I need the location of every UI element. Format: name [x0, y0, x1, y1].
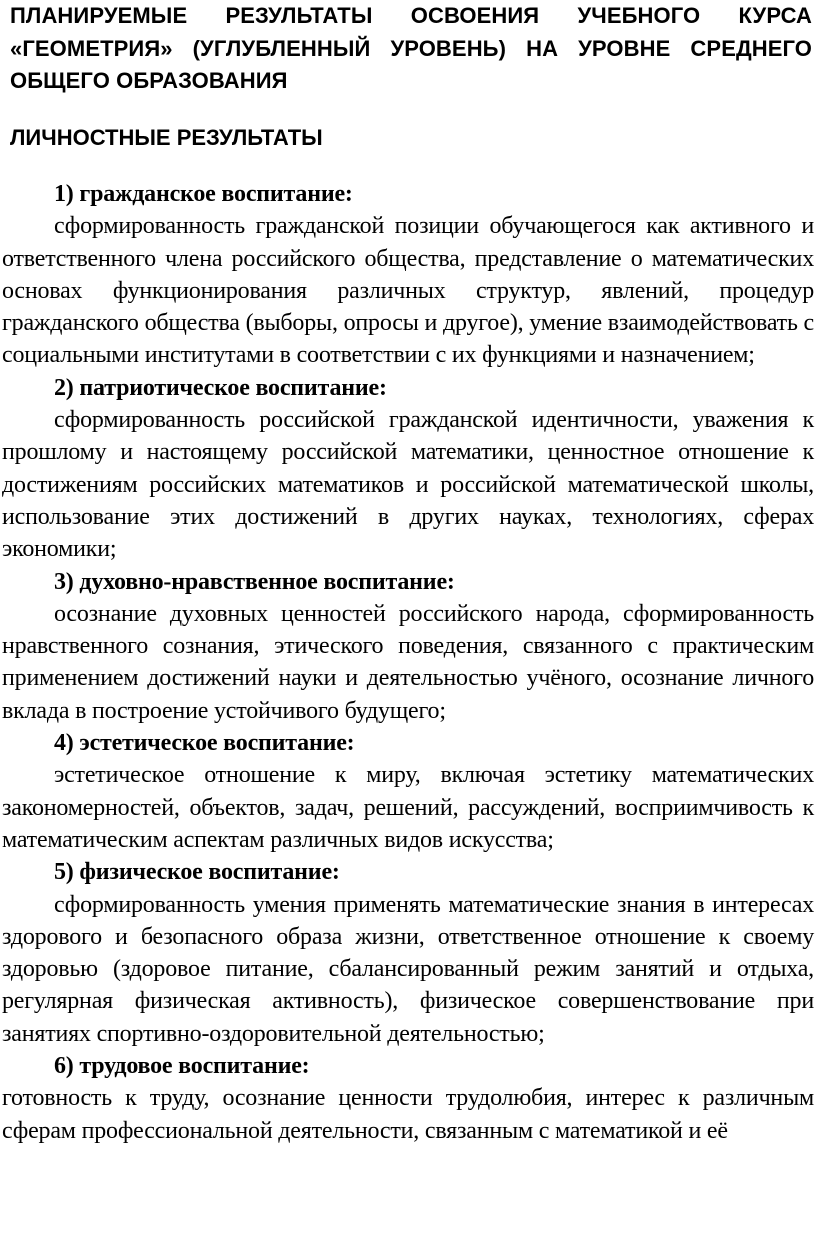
- item-text: сформированность российской гражданской идентичности, уважения к прошлому и настоящему российской математики, ценностное отношение к достижениям российских математиков и российской математической школы, использование этих достижений в других науках, технологиях, сферах экономики;: [2, 407, 814, 563]
- item-heading: 3) духовно-нравственное воспитание:: [54, 568, 455, 595]
- document-body: [2, 178, 814, 1147]
- list-item: [2, 856, 814, 1050]
- item-text: сформированность гражданской позиции обучающегося как активного и ответственного члена российского общества, представление о математических основах функционирования различных структур, явлений, процедур гражданского общества (выборы, опросы и другое), умение взаимодействовать с социальными институтами в соответствии с их функциями и назначением;: [2, 213, 814, 369]
- item-text: сформированность умения применять математические знания в интересах здорового и безопасного образа жизни, ответственное отношение к своему здоровью (здоровое питание, сбалансированный режим занятий и отдыха, регулярная физическая активность), физическое совершенствование при занятиях спортивно-оздоровительной деятельностью;: [2, 891, 814, 1047]
- item-heading: 6) трудовое воспитание:: [54, 1053, 310, 1080]
- section-title: ЛИЧНОСТНЫЕ РЕЗУЛЬТАТЫ: [10, 125, 323, 150]
- list-item: [2, 1050, 814, 1147]
- list-item: [2, 178, 814, 372]
- list-item: [2, 727, 814, 856]
- item-heading: 1) гражданское воспитание:: [54, 181, 353, 207]
- item-heading: 5) физическое воспитание:: [54, 859, 340, 886]
- item-text: эстетическое отношение к миру, включая эстетику математических закономерностей, объектов, задач, решений, рассуждений, восприимчивость к математическим аспектам различных видов искусства;: [2, 762, 814, 853]
- list-item: [2, 372, 814, 566]
- item-text: осознание духовных ценностей российского народа, сформированность нравственного сознания, этического поведения, связанного с практическим применением достижений науки и деятельностью учёного, осознание личного вклада в построение устойчивого будущего;: [2, 600, 814, 724]
- document-title: ПЛАНИРУЕМЫЕ РЕЗУЛЬТАТЫ ОСВОЕНИЯ УЧЕБНОГО КУРСА «ГЕОМЕТРИЯ» (УГЛУБЛЕННЫЙ УРОВЕНЬ) НА УРОВНЕ СРЕДНЕГО ОБЩЕГО ОБРАЗОВАНИЯ: [10, 3, 812, 93]
- item-heading: 4) эстетическое воспитание:: [54, 730, 355, 757]
- item-heading: 2) патриотическое воспитание:: [54, 374, 387, 401]
- list-item: [2, 566, 814, 727]
- item-text: готовность к труду, осознание ценности трудолюбия, интерес к различным сферам профессиональной деятельности, связанным с математикой и её: [2, 1085, 814, 1144]
